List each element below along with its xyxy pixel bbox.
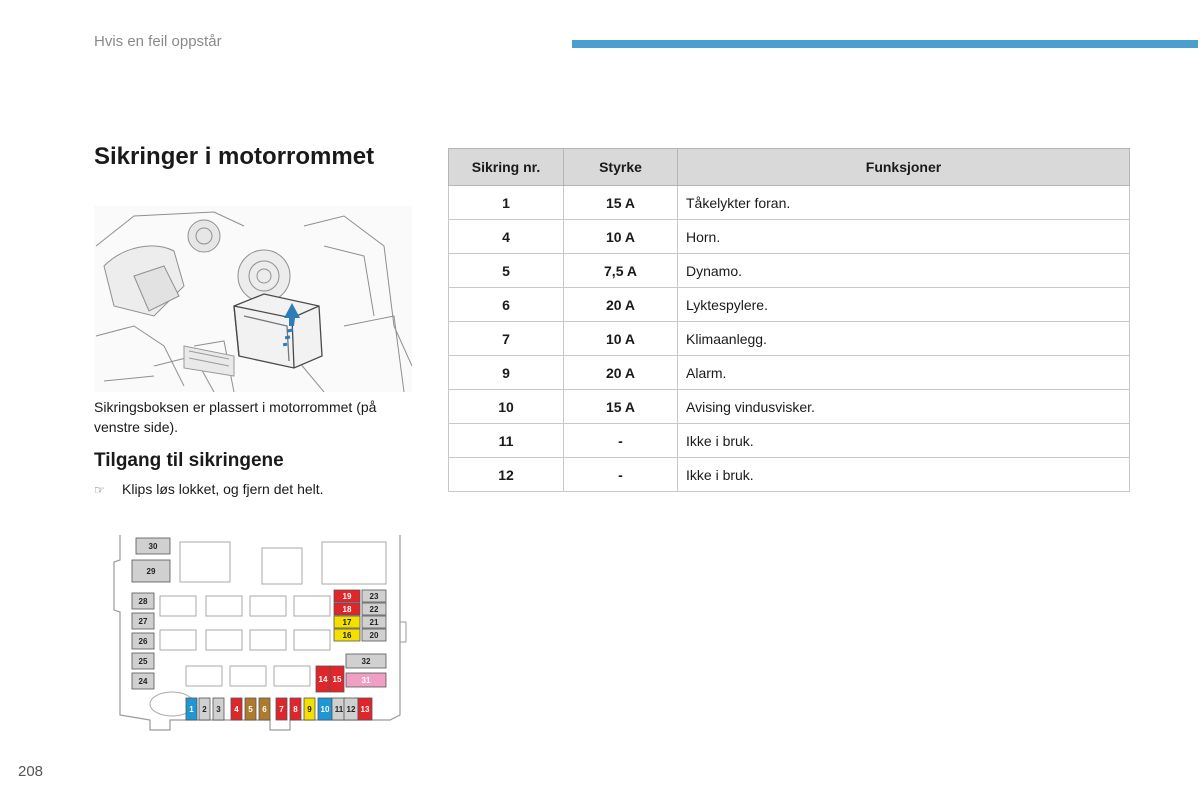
fuse-label: 21 <box>369 618 379 627</box>
fuse-label: 12 <box>346 705 356 714</box>
fuse-number: 4 <box>449 220 564 254</box>
fuse-label: 16 <box>342 631 352 640</box>
fuse-function: Ikke i bruk. <box>678 424 1130 458</box>
fuse-label: 22 <box>369 605 379 614</box>
table-row <box>449 458 1130 492</box>
fuse-label: 20 <box>369 631 379 640</box>
fuse-label: 18 <box>342 605 352 614</box>
fuse-label: 2 <box>202 705 207 714</box>
fuse-label: 14 <box>318 675 328 684</box>
fuse-rating: - <box>564 424 678 458</box>
fuse-label: 8 <box>293 705 298 714</box>
fuse-label: 6 <box>262 705 267 714</box>
fuse-rating: 10 A <box>564 220 678 254</box>
fuse-label: 31 <box>361 676 371 685</box>
fuse-label: 5 <box>248 705 253 714</box>
fuse-label: 10 <box>320 705 330 714</box>
fuse-label: 29 <box>146 567 156 576</box>
fuse-number: 12 <box>449 458 564 492</box>
pointing-hand-icon: ☞ <box>94 483 105 497</box>
fuse-number: 1 <box>449 186 564 220</box>
fuse-label: 30 <box>148 542 158 551</box>
fuse-rating: 15 A <box>564 390 678 424</box>
fuse-rating: 7,5 A <box>564 254 678 288</box>
fuse-label: 26 <box>138 637 148 646</box>
fuse-rating: 15 A <box>564 186 678 220</box>
table-row <box>449 322 1130 356</box>
table-row <box>449 424 1130 458</box>
fuse-box-diagram <box>110 530 410 750</box>
fuse-rating: 20 A <box>564 288 678 322</box>
page-title: Sikringer i motorrommet <box>94 143 375 170</box>
fuse-label: 4 <box>234 705 239 714</box>
fuse-number: 6 <box>449 288 564 322</box>
fuse-label: 9 <box>307 705 312 714</box>
table-row <box>449 356 1130 390</box>
fuse-label: 11 <box>334 705 344 714</box>
fuse-function: Dynamo. <box>678 254 1130 288</box>
section-subtitle: Tilgang til sikringene <box>94 450 284 471</box>
fuse-function: Klimaanlegg. <box>678 322 1130 356</box>
fuse-label: 32 <box>361 657 371 666</box>
fuse-label: 17 <box>342 618 352 627</box>
table-row <box>449 390 1130 424</box>
fuse-label: 13 <box>360 705 370 714</box>
fuse-label: 7 <box>279 705 284 714</box>
table-row <box>449 288 1130 322</box>
fuse-function: Avising vindusvisker. <box>678 390 1130 424</box>
fuse-label: 1 <box>189 705 194 714</box>
fuse-label: 3 <box>216 705 221 714</box>
fuse-label: 24 <box>138 677 148 686</box>
instruction-text: Klips løs lokket, og fjern det helt. <box>122 481 324 497</box>
column-header-number: Sikring nr. <box>449 149 564 186</box>
fuse-label: 15 <box>332 675 342 684</box>
fuse-number: 9 <box>449 356 564 390</box>
column-header-functions: Funksjoner <box>678 149 1130 186</box>
column-header-rating: Styrke <box>564 149 678 186</box>
fuse-function: Tåkelykter foran. <box>678 186 1130 220</box>
location-caption: Sikringsboksen er plassert i motorrommet (på venstre side). <box>94 399 377 435</box>
fuse-function: Alarm. <box>678 356 1130 390</box>
fuse-rating: 10 A <box>564 322 678 356</box>
fuse-function: Horn. <box>678 220 1130 254</box>
engine-compartment-illustration <box>94 206 412 392</box>
instruction-item <box>94 481 324 497</box>
table-header-row <box>449 149 1130 186</box>
fuse-rating: - <box>564 458 678 492</box>
section-header: Hvis en feil oppstår <box>94 33 222 50</box>
fuse-label: 23 <box>369 592 379 601</box>
table-row <box>449 254 1130 288</box>
fuse-label: 25 <box>138 657 148 666</box>
fuse-number: 10 <box>449 390 564 424</box>
header-accent-bar <box>572 40 1198 48</box>
fuse-label: 27 <box>138 617 148 626</box>
fuse-table <box>448 148 1130 492</box>
fuse-function: Lyktespylere. <box>678 288 1130 322</box>
fuse-number: 7 <box>449 322 564 356</box>
fuse-label: 19 <box>342 592 352 601</box>
table-row <box>449 186 1130 220</box>
fuse-number: 11 <box>449 424 564 458</box>
table-row <box>449 220 1130 254</box>
fuse-rating: 20 A <box>564 356 678 390</box>
fuse-function: Ikke i bruk. <box>678 458 1130 492</box>
fuse-number: 5 <box>449 254 564 288</box>
fuse-label: 28 <box>138 597 148 606</box>
page-number: 208 <box>18 763 44 780</box>
